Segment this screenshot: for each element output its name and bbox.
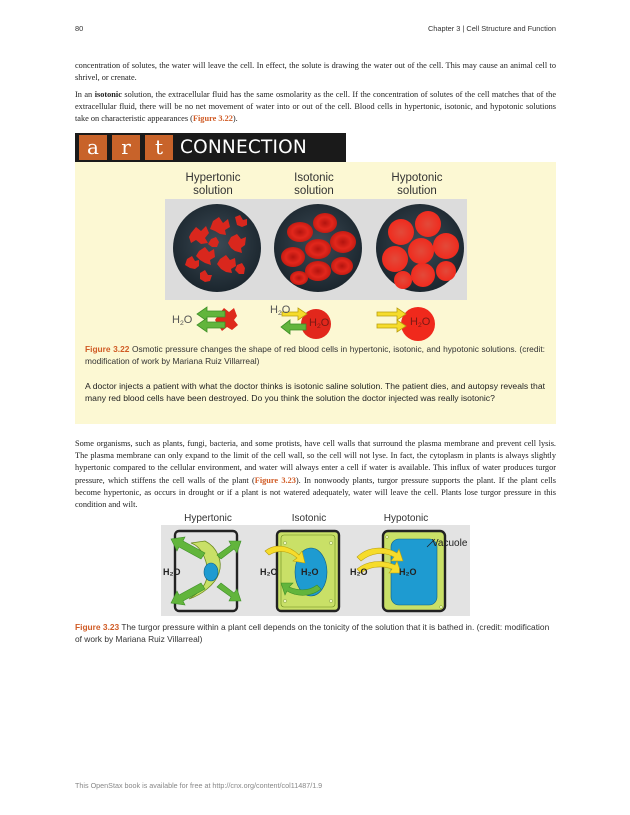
art-connection-box xyxy=(75,162,556,424)
plant-h2o-label-hypotonic-outside: H₂O xyxy=(350,567,368,577)
paragraph-isotonic xyxy=(75,89,556,126)
figure-3-22-caption-text: Osmotic pressure changes the shape of red blood cells in hypertonic, isotonic, and hypotonic solutions. (credit: modification of work by Mariana Ruiz Villarreal) xyxy=(85,344,546,366)
plant-h2o-label-hypotonic-inside: H₂O xyxy=(399,567,417,577)
para2-tail: ). xyxy=(232,114,238,124)
para2-lead: In an xyxy=(75,90,95,99)
figure-3-23-caption-text: The turgor pressure within a plant cell depends on the tonicity of the solution that it is bathed in. (credit: modification of work by Mariana Ruiz Villarreal) xyxy=(75,622,550,644)
label-hypotonic-solution: Hypotonic solution xyxy=(391,172,443,197)
para3-part2: ). In nonwoody plants, turgor pressure supports the plant. If the plant cells become hypertonic, as occurs in drought or if a plant is not watered adequately, water will leave the cell. Plants lose turgor pressure in this condition and wilt. xyxy=(75,475,556,510)
art-letter-a: a xyxy=(79,135,107,160)
shrunken-vacuole xyxy=(204,563,218,581)
label-hypertonic-solution: Hypertonic solution xyxy=(185,172,241,197)
art-connection-question: A doctor injects a patient with what the doctor thinks is isotonic saline solution. The patient dies, and autopsy reveals that many red blood cells have been destroyed. Do you think the solution the doctor injected was really isotonic? xyxy=(85,381,545,403)
art-letter-t: t xyxy=(145,135,173,160)
para2-text: solution, the extracellular fluid has the same osmolarity as the cell. If the concentration of solutes of the cell matches that of the extracellular fluid, there will be no net movement of water into or out of the cell. Blood cells in hypertonic, isotonic, and hypotonic solutions take on characteristic appearances ( xyxy=(75,90,556,124)
figure-3-23-caption xyxy=(75,622,556,645)
plant-h2o-label-isotonic-inside: H₂O xyxy=(301,567,319,577)
h2o-label-hypertonic: $H_2O$ xyxy=(172,314,193,327)
rbc-micrograph-panel xyxy=(165,199,467,300)
para3-part1: Some organisms, such as plants, fungi, bacteria, and some protists, have cell walls that surround the plasma membrane and prevent cell lysis. The plasma membrane can only expand to the limit of the cell wall, so the cell will not lyse. In fact, the cytoplasm in plants is always slightly hypertonic compared to the cellular environment, and water will always enter a cell if water is available. This influx of water produces turgor pressure, which stiffens the cell walls of the plant ( xyxy=(75,439,556,485)
plant-h2o-label-hypertonic: H₂O xyxy=(163,567,181,577)
figure-3-22-label: Figure 3.22 xyxy=(85,344,130,354)
page-footer: This OpenStax book is available for free at http://cnx.org/content/col11487/1.9 xyxy=(75,781,323,790)
art-connection-word: CONNECTION xyxy=(180,137,307,158)
paragraph-turgor xyxy=(75,438,556,511)
rbc-circles-illustration xyxy=(165,199,467,300)
hypertonic-dish xyxy=(173,204,261,292)
h2o-label-isotonic-inside: $H_2O$ xyxy=(309,317,330,330)
art-letter-r: r xyxy=(112,135,140,160)
figure-3-22-caption xyxy=(85,344,545,367)
label-plant-hypotonic: Hypotonic xyxy=(383,513,429,524)
vacuole-label: Vacuole xyxy=(432,538,468,549)
label-plant-hypertonic: Hypertonic xyxy=(184,513,232,524)
figure-3-23-label: Figure 3.23 xyxy=(75,622,120,632)
label-isotonic-solution: Isotonic solution xyxy=(294,172,334,197)
figure-3-23-link[interactable]: Figure 3.23 xyxy=(254,475,296,485)
figure-3-22-link[interactable]: Figure 3.22 xyxy=(192,114,233,124)
paragraph-crenate: concentration of solutes, the water will leave the cell. In effect, the solute is drawing the water out of the cell. This may cause an animal cell to shrivel, or crenate. xyxy=(75,61,556,83)
chapter-title: Chapter 3 | Cell Structure and Function xyxy=(427,24,556,33)
page-number: 80 xyxy=(75,24,84,33)
h2o-label-isotonic-outside: $H_2O$ xyxy=(270,304,291,317)
label-plant-isotonic: Isotonic xyxy=(291,513,327,524)
h2o-label-hypotonic-inside: $H_2O$ xyxy=(410,316,431,329)
plant-h2o-label-isotonic-outside: H₂O xyxy=(260,567,278,577)
term-isotonic: isotonic xyxy=(94,90,122,99)
page-header xyxy=(75,24,556,36)
art-connection-banner xyxy=(75,133,346,162)
